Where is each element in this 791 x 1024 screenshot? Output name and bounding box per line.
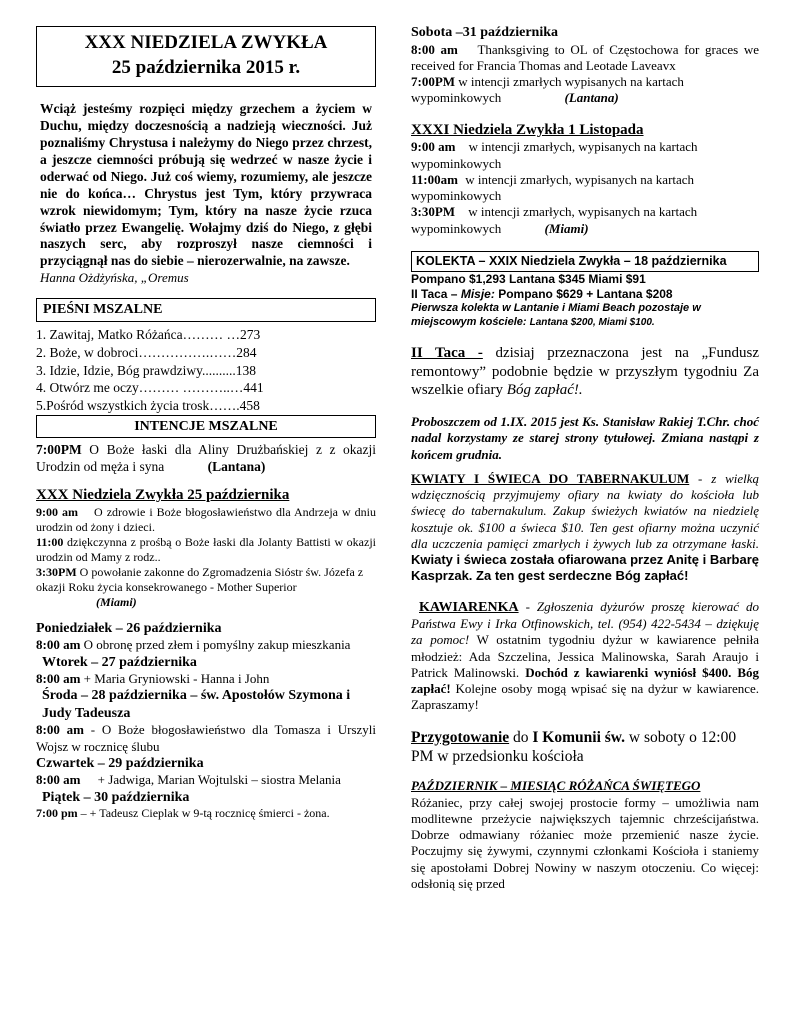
intention-time: 9:00 am: [411, 139, 456, 155]
october-heading: PAŹDZIERNIK – MIESIĄC RÓŻAŃCA ŚWIĘTEGO: [411, 778, 701, 794]
intention-text: w intencji zmarłych, wypisanych na kartach wypominkowych: [411, 171, 695, 203]
intention-text: w intencji zmarłych wypisanych na kartach wypominkowych: [411, 74, 684, 106]
collection-line2-label: II Taca –: [411, 287, 458, 302]
intention-text: O obronę przed złem i pomyślny zakup mieszkania: [83, 637, 351, 653]
cafe-italic: - Zgłoszenia dyżurów proszę kierować do Państwa Ewy i Irka Otfinowskich, tel. (954) 422-5434 – dziękuję za pomoc!: [411, 598, 759, 648]
second-collection-label: II Taca -: [411, 344, 483, 361]
intention-text: - O Boże błogosławieństwo dla Tomasza i Urszyli Wojsz w rocznicę ślubu: [36, 722, 376, 754]
collection-heading-box: [411, 251, 759, 273]
intention-entry: [36, 806, 376, 821]
intention-text: O zdrowie i Boże błogosławieństwo dla Andrzeja w dniu urodzin od żony i dzieci.: [36, 504, 377, 534]
weekday-heading: Środa – 28 października – św. Apostołów Szymona i Judy Tadeusza: [42, 688, 351, 721]
intro-section: [36, 101, 376, 286]
october-text: Różaniec, przy całej swojej prostocie formy – umożliwia nam modlitewne przeżycie największych tajemnic chrześcijaństwa. Dobrze odmawiany różaniec może przemienić nasze życie. Poczujmy się żywymi, czynnymi członkami Kościoła i staniemy się apostołami Dobrej Nowiny w naszym otoczeniu. Co więcej: odsłonią się przed: [411, 794, 759, 891]
intention-time: 8:00 am: [36, 637, 81, 653]
intention-text: dziękczynna z prośbą o Boże łaski dla Jolanty Battisti w okazji urodzin od Mamy z rodz..: [36, 534, 377, 564]
collection-line2-rest: Pompano $629 + Lantana $208: [498, 287, 673, 302]
bulletin-title: XXX NIEDZIELA ZWYKŁA: [84, 32, 328, 53]
saturday-intentions: [411, 24, 759, 107]
intention-time: 7:00PM: [36, 442, 82, 458]
sunday-heading: XXX Niedziela Zwykła 25 października: [36, 487, 290, 504]
intentions-heading: INTENCJE MSZALNE: [36, 415, 376, 439]
intention-entry: [36, 535, 376, 565]
october-section: [411, 778, 759, 892]
intention-entry: [411, 172, 759, 205]
weekday-block: [36, 654, 376, 688]
collection-line3: [411, 302, 759, 330]
song-item: 4. Otwórz me oczy……… ………..…441: [36, 380, 264, 396]
intention-time: 8:00 am: [36, 772, 81, 788]
collection-line2: [411, 287, 759, 302]
second-collection-thanks: Bóg zapłać!.: [506, 382, 583, 399]
collection-line3-values: Lantana $200, Miami $100.: [529, 317, 655, 329]
next-sunday-intentions: [411, 121, 759, 237]
flowers-bold: Kwiaty i świeca została ofiarowana przez Anitę i Barbarę Kasprzak. Za ten gest serdeczne Bóg zapłać!: [411, 552, 759, 584]
intention-entry: [36, 565, 376, 610]
collection-line3-text: Pierwsza kolekta w Lantanie i Miami Beach pozostaje w miejscowym kościele:: [411, 302, 701, 329]
left-column: [36, 0, 376, 821]
intention-time: 3:30PM: [36, 564, 77, 579]
pastor-note: Proboszczem od 1.IX. 2015 jest Ks. Stanisław Rakiej T.Chr. choć nadal korzystamy ze starej strony tytułowej. Zmiana nastąpi z końcem grudnia.: [411, 414, 759, 462]
communion-heading: Przygotowanie: [411, 728, 510, 746]
intention-time: 3:30PM: [411, 204, 456, 220]
song-item: 1. Zawitaj, Matko Różańca……… …273: [36, 326, 261, 342]
song-item: 2. Boże, w dobroci…………….……284: [36, 344, 257, 360]
intention-text: w intencji zmarłych, wypisanych na kartach wypominkowych: [411, 204, 698, 236]
sunday-intentions: [36, 486, 376, 610]
songs-heading: PIEŚNI MSZALNE: [36, 298, 376, 322]
intention-entry: [36, 671, 376, 687]
flowers-text: - z wielką wdzięcznością przyjmujemy ofiary na kwiaty do kościoła lub świecę do tabernakulum. Zakup świeżych kwiatów na niedzielę kosztuje ok. $100 a świeca $10. Ten gest ofiarny można uczynić dla uczczenia pamięci zmarłych i żywych lub za otrzymane łaski.: [411, 470, 760, 551]
intention-entry: [411, 139, 759, 172]
collection-line1: Pompano $1,293 Lantana $345 Miami $91: [411, 272, 646, 287]
intention-time: 8:00 am: [36, 671, 81, 687]
intention-entry: [36, 772, 376, 788]
songs-list: [36, 326, 376, 415]
intention-place: (Miami): [96, 594, 137, 609]
intention-text: w intencji zmarłych, wypisanych na kartach wypominkowych: [411, 139, 698, 171]
intention-time: 8:00 am: [36, 722, 84, 738]
intention-place: (Lantana): [207, 459, 266, 475]
intention-place: (Miami): [544, 220, 589, 236]
intention-text: Thanksgiving to OL of Częstochowa for graces we received for Francia Thomas and Leotade Laveavx: [411, 41, 759, 73]
saturday-eve-intention: [36, 442, 376, 476]
cafe-section: [411, 599, 759, 714]
cafe-bold: Dochód z kawiarenki wyniósł $400. Bóg zapłać!: [411, 664, 759, 697]
weekday-heading: Poniedziałek – 26 października: [36, 620, 222, 636]
communion-section: [411, 728, 759, 767]
bulletin-date: 25 października 2015 r.: [111, 56, 301, 78]
weekday-heading: Wtorek – 27 października: [42, 654, 197, 670]
intention-time: 9:00 am: [36, 504, 78, 519]
bulletin-title-box: [36, 26, 376, 87]
weekday-heading: Czwartek – 29 października: [36, 755, 204, 771]
collection-line2-italic: Misje:: [460, 287, 495, 302]
saturday-heading: Sobota –31 października: [411, 25, 559, 40]
intention-text: + Jadwiga, Marian Wojtulski – siostra Melania: [97, 772, 341, 788]
intention-entry: [411, 42, 759, 75]
intention-time: 11:00am: [411, 171, 458, 187]
intention-text: O powołanie zakonne do Zgromadzenia Sióstr św. Józefa z okazji Roku życia konsekrowanego - Mother Superior: [36, 564, 364, 594]
weekday-block: [36, 789, 376, 822]
flowers-heading: KWIATY I ŚWIECA DO TABERNAKULUM: [411, 470, 690, 486]
intention-entry: [411, 204, 759, 237]
collection-heading: KOLEKTA: [416, 253, 476, 268]
song-item: 5.Pośród wszystkich życia trosk…….458: [36, 398, 260, 414]
intro-author: Hanna Ożdżyńska, „Oremus: [40, 270, 189, 286]
intention-entry: [36, 637, 376, 653]
intention-time: 7:00 pm: [36, 806, 78, 821]
second-collection: [411, 344, 759, 400]
communion-mid: do: [513, 728, 529, 746]
weekday-block: [36, 755, 376, 789]
cafe-text: W ostatnim tygodniu dyżur w kawiarence pełniła młodzież: Ada Szczelina, Jessica Malinowska, Sarah Araujo i Patrick Malinowski.: [411, 632, 760, 680]
intention-text: O Boże łaski dla Aliny Drużbańskiej z z okazji Urodzin od męża i syna: [36, 442, 377, 475]
second-collection-text: dzisiaj przeznaczona jest na „Fundusz remontowy” podobnie będzie w przyszłym tygodniu Za wszelkie ofiary: [411, 344, 760, 399]
intention-place: (Lantana): [564, 90, 619, 106]
next-sunday-heading: XXXI Niedziela Zwykła 1 Listopada: [411, 121, 644, 138]
intention-time: 8:00 am: [411, 41, 458, 57]
intro-text: Wciąż jesteśmy rozpięci między grzechem a życiem w Duchu, między doczesnością a nadzieją wieczności. Już poznaliśmy Chrystusa i należymy do Niego przez chrzest, a jeszcze ciemności próbują się wedrzeć w nasze życie i oderwać od Niego. Już coś wiemy, rozumiemy, ale jeszcze nie do końca… Chrystus jest Tym, który przywraca wzrok niewidomym; Tym, który na nasze życie rzuca światło przez Ewangelię. Wołajmy dziś do Niego, z głębi naszych serc, aby rozproszył nasze ciemności i przyciągnął nas do siebie – nierozerwalnie, na zawsze.: [40, 101, 372, 269]
intention-time: 7:00PM: [411, 74, 456, 89]
cafe-rest: Kolejne osoby mogą wpisać się na dyżur w kawiarence. Zapraszamy!: [411, 681, 759, 713]
flowers-section: [411, 471, 759, 585]
intention-text: + Maria Gryniowski - Hanna i John: [83, 671, 270, 687]
intention-entry: [36, 505, 376, 535]
intention-time: 11:00: [36, 534, 64, 549]
weekday-block: [36, 620, 376, 654]
intention-entry: [36, 722, 376, 755]
communion-bold: I Komunii św.: [532, 728, 625, 746]
song-item: 3. Idzie, Idzie, Bóg prawdziwy..........138: [36, 362, 256, 378]
collection-heading-rest: – XXIX Niedziela Zwykła – 18 października: [478, 253, 727, 268]
communion-rest: w soboty o 12:00 PM w przedsionku kościoła: [411, 728, 737, 765]
right-column: [411, 0, 759, 892]
intention-text: – + Tadeusz Cieplak w 9-tą rocznicę śmierci - żona.: [80, 806, 330, 821]
weekday-block: [36, 687, 376, 755]
intention-entry: [411, 74, 759, 107]
weekday-intentions: [36, 620, 376, 821]
weekday-heading: Piątek – 30 października: [42, 789, 190, 805]
cafe-heading: KAWIARENKA: [419, 599, 519, 615]
